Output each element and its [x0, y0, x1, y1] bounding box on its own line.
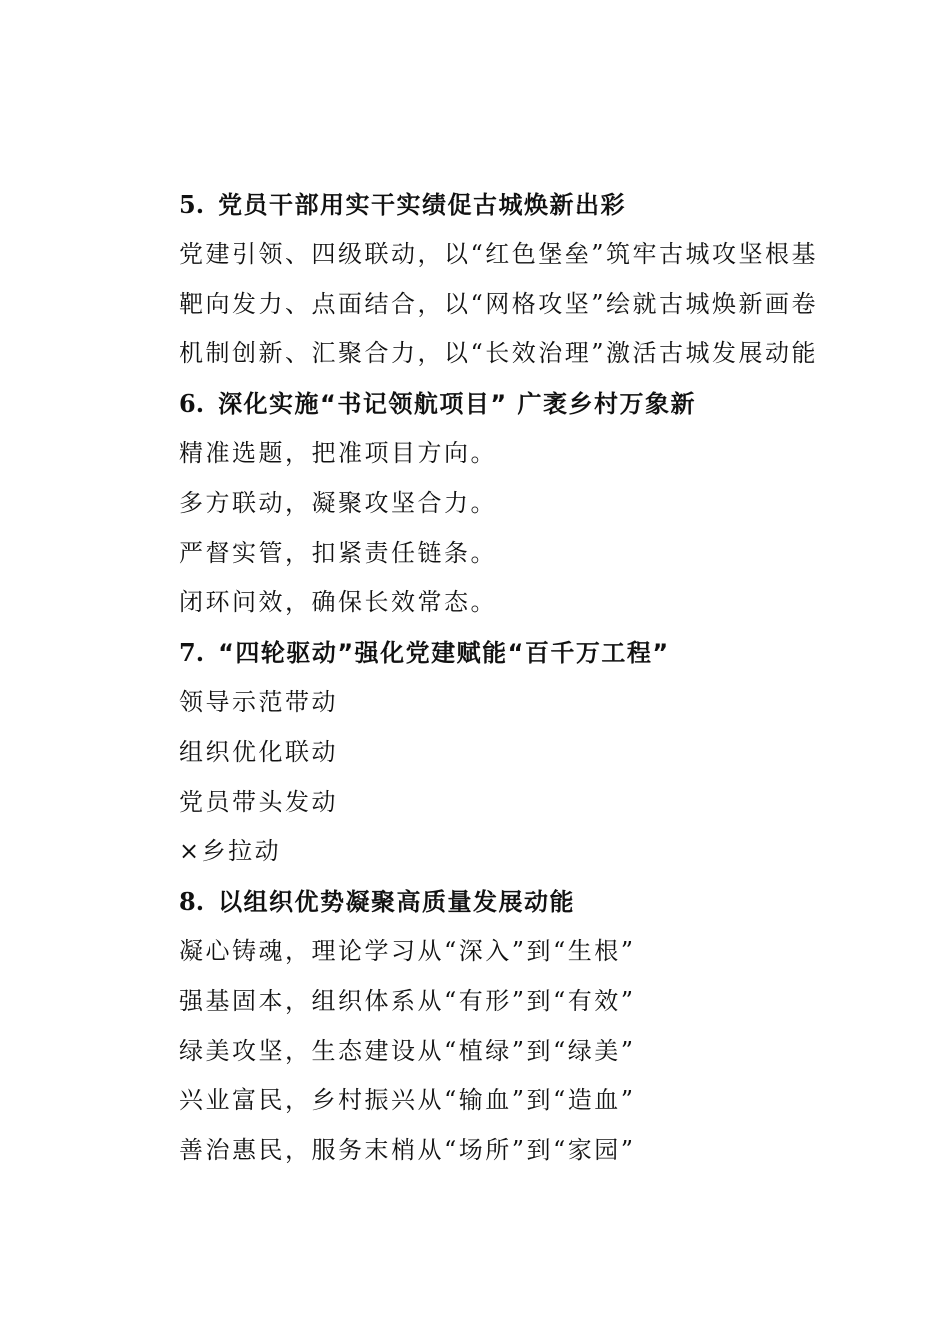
section-7-item: 领导示范带动 [179, 687, 338, 716]
section-6-heading [179, 379, 829, 429]
section-5-item: 党建引领、四级联动，以“红色堡垒”筑牢古城攻坚根基 [179, 239, 819, 268]
section-7-heading [179, 628, 829, 678]
section-8-heading [179, 877, 829, 927]
section-title: 深化实施“书记领航项目” 广袤乡村万象新 [218, 390, 696, 419]
section-number: 7. [179, 638, 205, 668]
section-title: 党员干部用实干实绩促古城焕新出彩 [218, 191, 627, 219]
section-8-item: 凝心铸魂，理论学习从“深入”到“生根” [179, 936, 636, 965]
section-6-item: 严督实管，扣紧责任链条。 [179, 538, 497, 567]
section-8-item: 善治惠民，服务末梢从“场所”到“家园” [179, 1136, 636, 1165]
section-number: 8. [179, 887, 205, 917]
section-8-item: 绿美攻坚，生态建设从“植绿”到“绿美” [179, 1036, 636, 1065]
section-8-item: 兴业富民，乡村振兴从“输血”到“造血” [179, 1086, 636, 1115]
section-number: 5. [179, 190, 205, 219]
section-6-item: 闭环问效，确保长效常态。 [179, 588, 497, 617]
section-title: “四轮驱动”强化党建赋能“百千万工程” [218, 639, 670, 668]
section-7-item: 党员带头发动 [179, 787, 338, 816]
section-6-item: 精准选题，把准项目方向。 [179, 438, 497, 467]
section-5-item: 机制创新、汇聚合力，以“长效治理”激活古城发展动能 [179, 339, 819, 368]
section-number: 6. [179, 389, 205, 419]
document-body [179, 180, 829, 1176]
section-7-item: ×乡拉动 [179, 837, 282, 866]
section-8-item: 强基固本，组织体系从“有形”到“有效” [179, 986, 636, 1015]
section-6-item: 多方联动，凝聚攻坚合力。 [179, 488, 497, 517]
section-5-heading [179, 180, 829, 230]
section-title: 以组织优势凝聚高质量发展动能 [218, 888, 576, 917]
section-7-item: 组织优化联动 [179, 737, 338, 766]
section-5-item: 靶向发力、点面结合，以“网格攻坚”绘就古城焕新画卷 [179, 289, 819, 318]
